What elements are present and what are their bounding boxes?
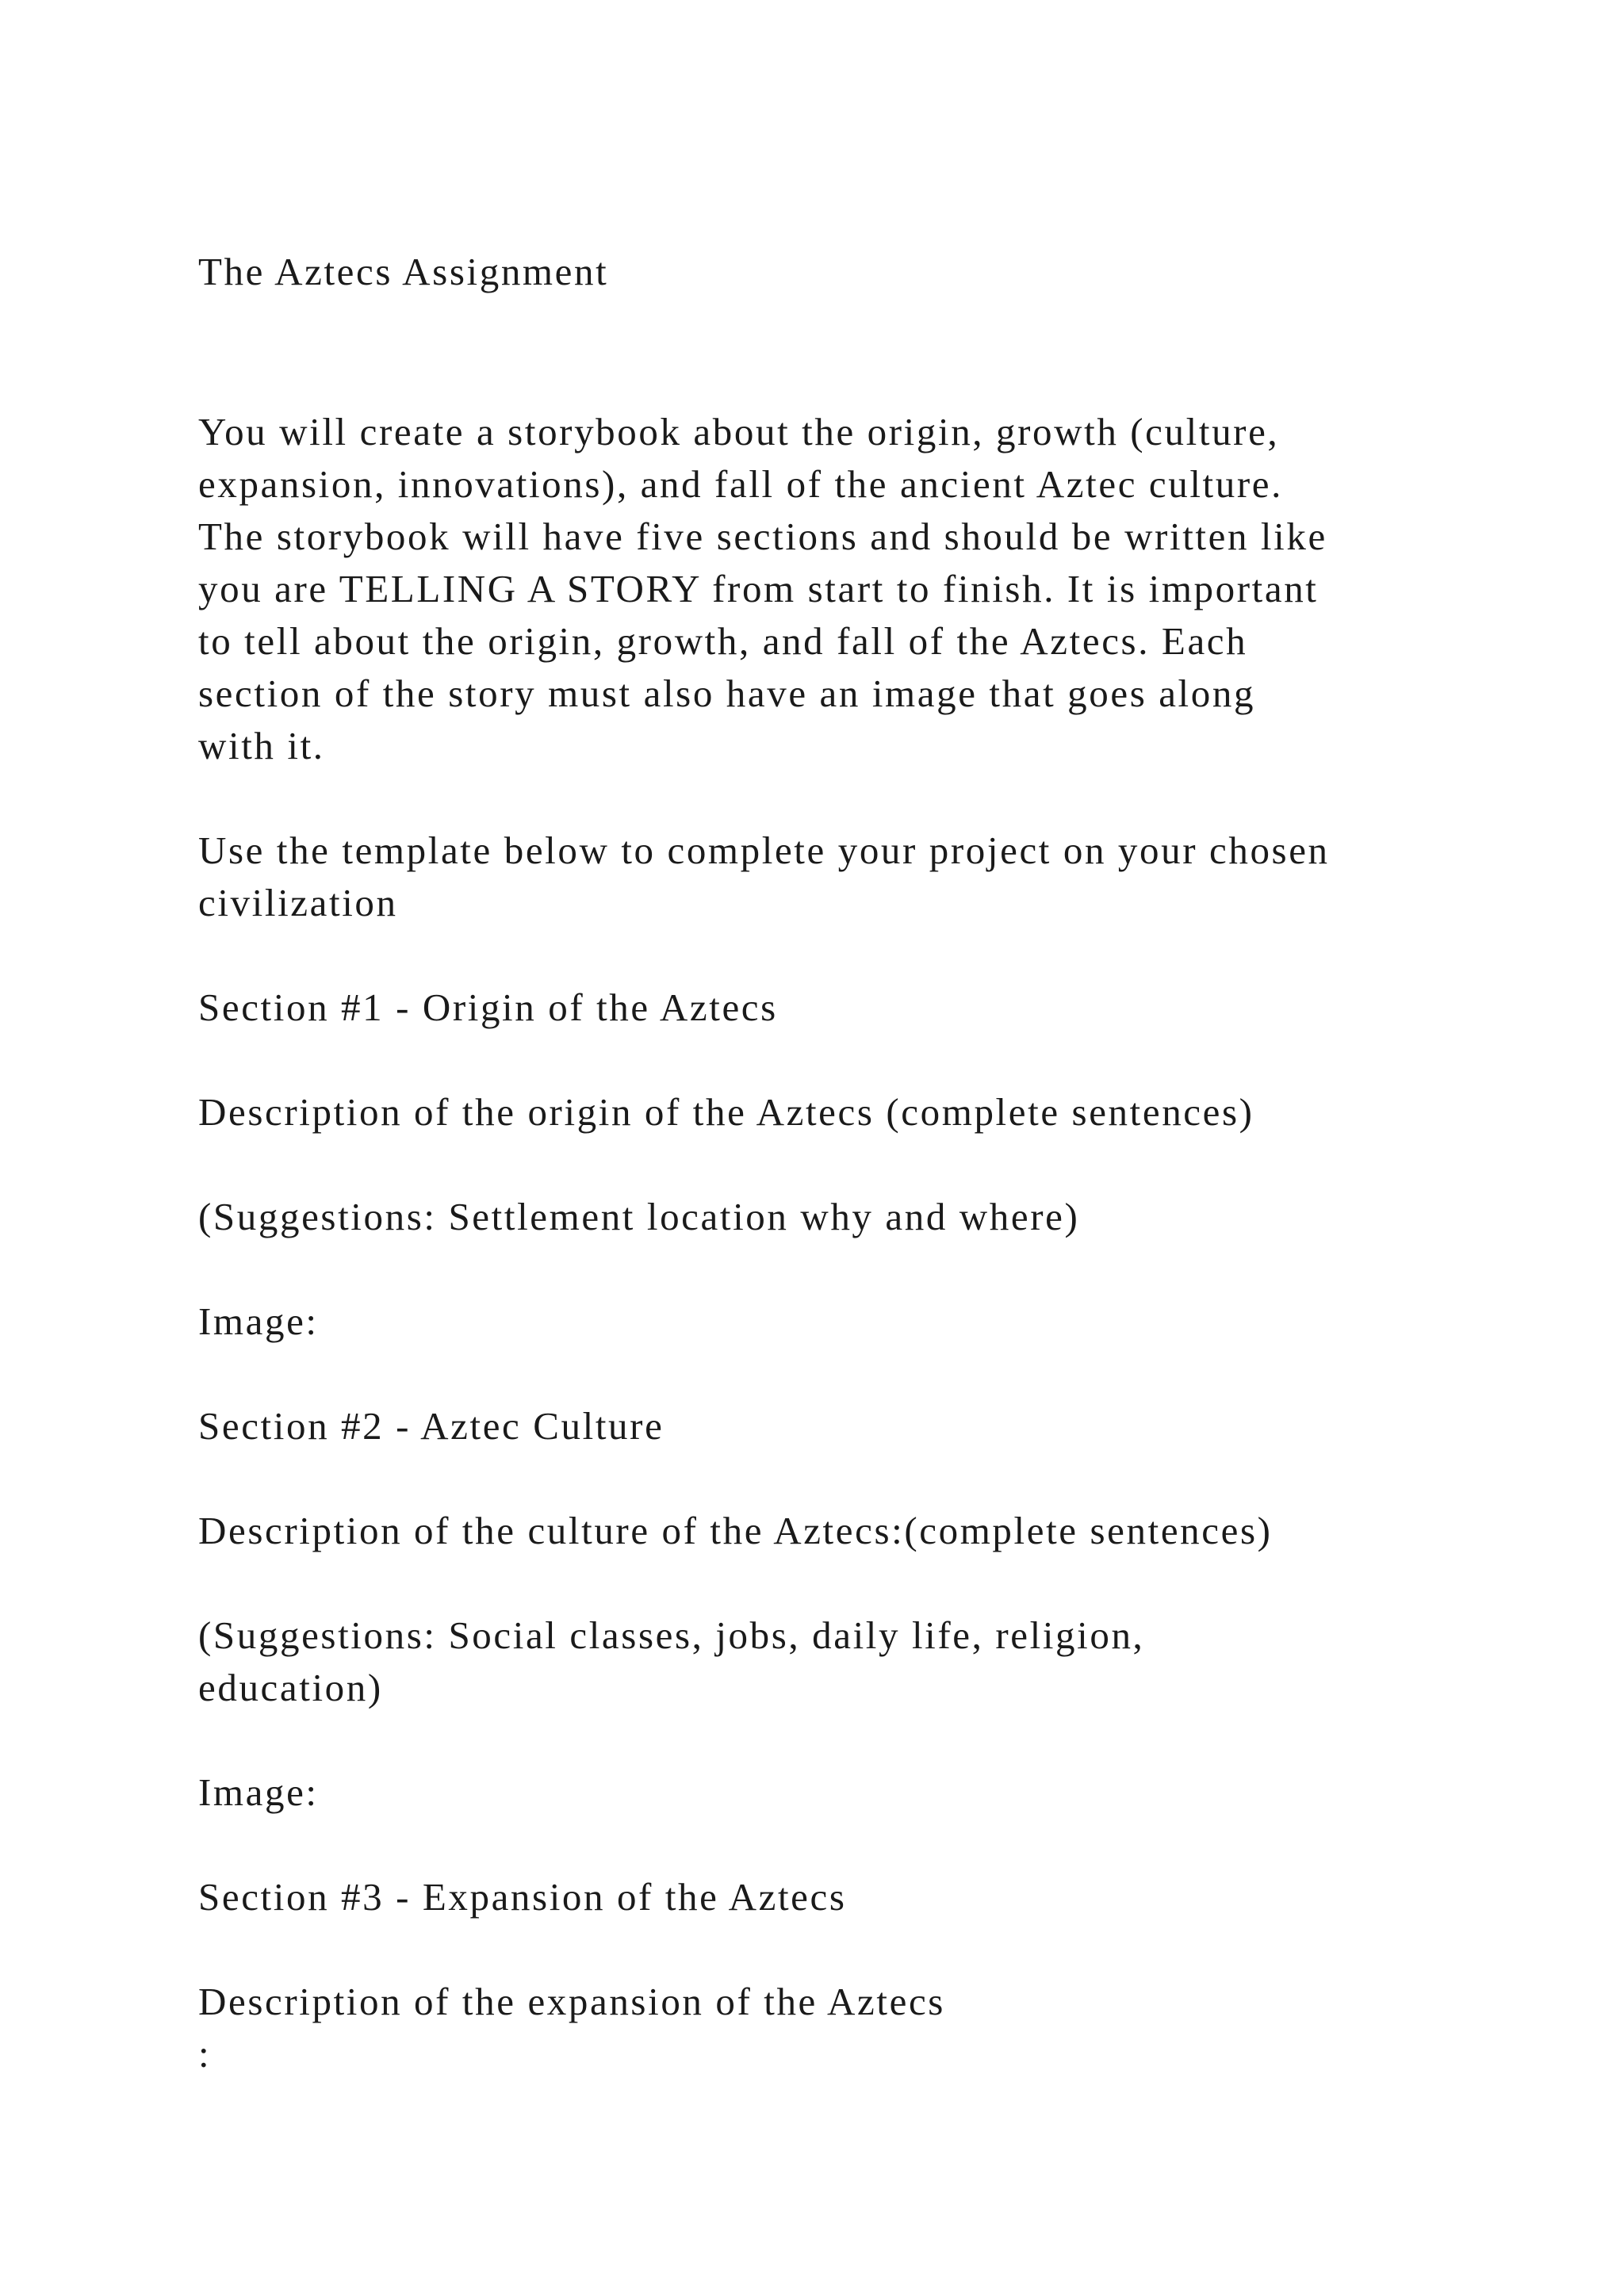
- template-line-1: Use the template below to complete your project on your chosen: [198, 828, 1330, 872]
- intro-line-4: you are TELLING A STORY from start to finish. It is important: [198, 567, 1319, 610]
- intro-line-5: to tell about the origin, growth, and fall of the Aztecs. Each: [198, 619, 1248, 663]
- section-2-suggestions-line-2: education): [198, 1666, 383, 1709]
- intro-line-3: The storybook will have five sections and should be written like: [198, 515, 1327, 558]
- section-2-description: Description of the culture of the Aztecs:(complete sentences): [198, 1509, 1273, 1552]
- section-2-image-label: Image:: [198, 1770, 319, 1814]
- section-3-trailing: :: [198, 2032, 212, 2076]
- section-1-image-label: Image:: [198, 1299, 319, 1343]
- section-2-suggestions-line-1: (Suggestions: Social classes, jobs, daily life, religion,: [198, 1613, 1145, 1657]
- template-line-2: civilization: [198, 881, 398, 924]
- intro-line-2: expansion, innovations), and fall of the ancient Aztec culture.: [198, 462, 1283, 506]
- intro-line-1: You will create a storybook about the origin, growth (culture,: [198, 410, 1280, 453]
- intro-line-7: with it.: [198, 724, 325, 767]
- section-2-heading: Section #2 - Aztec Culture: [198, 1404, 665, 1448]
- section-1-heading: Section #1 - Origin of the Aztecs: [198, 985, 778, 1029]
- document-title: The Aztecs Assignment: [198, 250, 609, 293]
- section-3-description: Description of the expansion of the Aztecs: [198, 1980, 945, 2023]
- section-1-description: Description of the origin of the Aztecs (complete sentences): [198, 1090, 1254, 1134]
- section-1-suggestions: (Suggestions: Settlement location why and where): [198, 1195, 1080, 1238]
- intro-line-6: section of the story must also have an image that goes along: [198, 672, 1256, 715]
- section-3-heading: Section #3 - Expansion of the Aztecs: [198, 1875, 847, 1919]
